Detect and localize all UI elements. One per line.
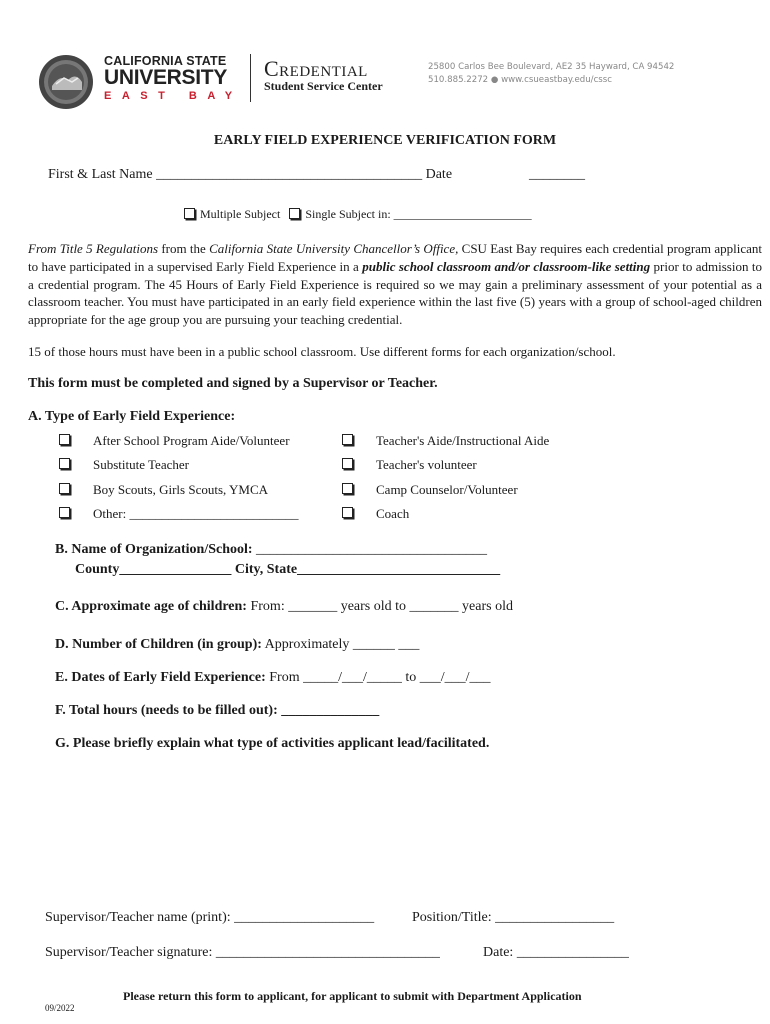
supervisor-name-field[interactable]: Supervisor/Teacher name (print): ____________________ bbox=[45, 910, 375, 925]
hours-note: 15 of those hours must have been in a public school classroom. Use different forms for each organization/school. bbox=[28, 344, 616, 359]
university-line1: CALIFORNIA STATE bbox=[104, 54, 227, 68]
option-label: Other: __________________________ bbox=[93, 506, 299, 521]
option-label: Teacher's Aide/Instructional Aide bbox=[376, 433, 550, 448]
single-subject-checkbox[interactable] bbox=[289, 208, 300, 219]
center-address bbox=[428, 61, 674, 87]
address-line: 25800 Carlos Bee Boulevard, AE2 35 Hayward, CA 94542 bbox=[428, 62, 675, 72]
intro-text-a: from the bbox=[158, 241, 210, 256]
option-label: Coach bbox=[376, 506, 410, 521]
total-hours-row[interactable]: F. Total hours (needs to be filled out): ______________ bbox=[55, 703, 380, 718]
organization-label: B. Name of Organization/School: bbox=[55, 542, 253, 557]
header-divider bbox=[250, 54, 251, 102]
return-instructions: Please return this form to applicant, for applicant to submit with Department Application bbox=[123, 989, 582, 1003]
checkbox[interactable] bbox=[342, 483, 353, 494]
checkbox[interactable] bbox=[59, 507, 70, 518]
center-line2: Student Service Center bbox=[264, 79, 383, 93]
dates-label: E. Dates of Early Field Experience: bbox=[55, 670, 266, 685]
name-date-row bbox=[48, 167, 452, 183]
revision-date: 09/2022 bbox=[45, 1003, 75, 1013]
chancellor-office-ref: California State University Chancellor’s Office, bbox=[209, 241, 459, 256]
checkbox[interactable] bbox=[59, 458, 70, 469]
city-state-label: City, State bbox=[234, 562, 298, 577]
position-title-field[interactable]: Position/Title: _________________ bbox=[412, 910, 615, 925]
checkbox[interactable] bbox=[342, 434, 353, 445]
name-label: First & Last Name bbox=[48, 167, 153, 182]
option-label: Camp Counselor/Volunteer bbox=[376, 482, 518, 497]
checkbox[interactable] bbox=[59, 434, 70, 445]
supervisor-signature-field[interactable]: Supervisor/Teacher signature: ________________________________ bbox=[45, 945, 440, 960]
university-seal-icon bbox=[38, 54, 94, 110]
title5-ref: From Title 5 Regulations bbox=[28, 241, 159, 256]
section-e-row bbox=[55, 670, 491, 686]
university-line3: EAST BAY bbox=[104, 90, 243, 102]
checkbox[interactable] bbox=[59, 483, 70, 494]
option-other bbox=[93, 506, 298, 522]
option-teacher-volunteer bbox=[376, 457, 477, 473]
option-substitute bbox=[93, 457, 189, 473]
letterhead bbox=[38, 50, 738, 108]
checkbox[interactable] bbox=[342, 458, 353, 469]
dates-field[interactable]: From _____/___/_____ to ___/___/___ bbox=[269, 670, 491, 685]
option-label: Substitute Teacher bbox=[93, 457, 189, 472]
university-wordmark bbox=[104, 54, 243, 102]
organization-field[interactable]: _________________________________ bbox=[256, 542, 488, 557]
checkbox[interactable] bbox=[342, 507, 353, 518]
multiple-subject-label: Multiple Subject bbox=[200, 207, 281, 221]
county-city-row bbox=[75, 562, 500, 578]
age-label: C. Approximate age of children: bbox=[55, 599, 247, 614]
children-count-field[interactable]: Approximately ______ ___ bbox=[264, 637, 420, 652]
date-label: Date bbox=[425, 167, 453, 182]
center-wordmark bbox=[264, 58, 383, 93]
county-field[interactable]: ________________ bbox=[119, 562, 232, 577]
section-b-row bbox=[55, 542, 487, 558]
option-after-school bbox=[93, 433, 290, 449]
option-label: Boy Scouts, Girls Scouts, YMCA bbox=[93, 482, 269, 497]
multiple-subject-checkbox[interactable] bbox=[184, 208, 195, 219]
children-count-label: D. Number of Children (in group): bbox=[55, 637, 262, 652]
subject-row bbox=[184, 207, 532, 222]
option-label: After School Program Aide/Volunteer bbox=[93, 433, 290, 448]
contact-line: 510.885.2272 ● www.csueastbay.edu/cssc bbox=[428, 75, 612, 85]
intro-paragraph bbox=[28, 240, 762, 329]
age-range-field[interactable]: From: _______ years old to _______ years old bbox=[250, 599, 513, 614]
intro-text-c: prior to admission to a credential program. The 45 Hours of Early Field Experience is required so we may gain a preliminary assessment of your potential as a classroom teacher. You must have participated in an early field experience within the last five (5) years with a group of school-aged children appropriate for the age group you are pursuing your teaching credential. bbox=[28, 258, 762, 328]
option-teacher-aide bbox=[376, 433, 549, 449]
name-field[interactable]: ______________________________________ bbox=[156, 167, 423, 182]
city-state-field[interactable]: _____________________________ bbox=[297, 562, 501, 577]
single-subject-field[interactable]: _______________________ bbox=[393, 207, 532, 221]
center-line1: Credential bbox=[264, 56, 368, 81]
university-line2: UNIVERSITY bbox=[104, 66, 228, 89]
signature-requirement: This form must be completed and signed by a Supervisor or Teacher. bbox=[28, 376, 438, 391]
signature-date-field[interactable]: Date: ________________ bbox=[483, 945, 629, 960]
section-a-heading: A. Type of Early Field Experience: bbox=[28, 409, 236, 424]
single-subject-label: Single Subject in: bbox=[305, 207, 391, 221]
option-coach bbox=[376, 506, 409, 522]
form-title: EARLY FIELD EXPERIENCE VERIFICATION FORM bbox=[213, 133, 557, 148]
setting-emphasis: public school classroom and/or classroom-like setting bbox=[362, 258, 651, 274]
option-label: Teacher's volunteer bbox=[376, 457, 477, 472]
activities-prompt: G. Please briefly explain what type of activities applicant lead/facilitated. bbox=[55, 736, 490, 751]
county-label: County bbox=[75, 562, 120, 577]
intro-text-b: CSU East Bay requires each credential program applicant to have participated in a supervised Early Field Experience in a bbox=[28, 241, 762, 274]
option-camp-counselor bbox=[376, 482, 518, 498]
section-d-row bbox=[55, 637, 419, 653]
section-c-row bbox=[55, 599, 513, 615]
option-scouts bbox=[93, 482, 268, 498]
date-field[interactable]: ________ bbox=[529, 167, 585, 182]
